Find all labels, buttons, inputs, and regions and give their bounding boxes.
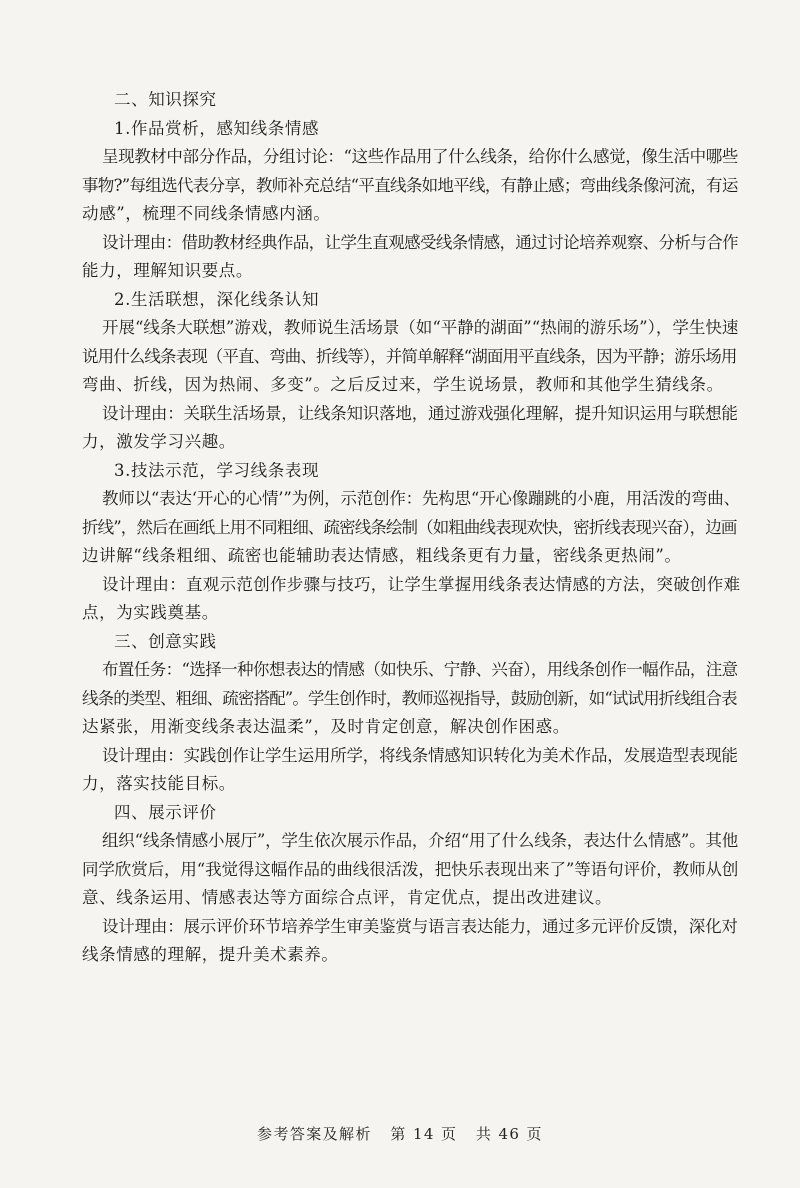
design-reason-line: 线条情感的理解，提升美术素养。 (82, 945, 339, 964)
paragraph-line: 弯曲、折线，因为热闹、多变”。之后反过来，学生说场景，教师和其他学生猜线条。 (82, 375, 724, 394)
paragraph-line: 达紧张，用渐变线条表达温柔”，及时肯定创意，解决创作困惑。 (82, 717, 570, 736)
paragraph-line: 呈现教材中部分作品，分组讨论：“这些作品用了什么线条，给你什么感觉，像生活中哪些 (102, 147, 738, 166)
paragraph-line: 组织“线条情感小展厅”，学生依次展示作品，介绍“用了什么线条，表达什么情感”。其他 (102, 831, 739, 850)
paragraph-line: 边讲解“线条粗细、疏密也能辅助表达情感，粗线条更有力量，密线条更热闹”。 (82, 546, 682, 565)
document-body (82, 86, 741, 970)
design-reason-line: 设计理由：展示评价环节培养学生审美鉴赏与语言表达能力，通过多元评价反馈，深化对 (102, 916, 738, 936)
design-reason-line: 设计理由：实践创作让学生运用所学，将线条情感知识转化为美术作品，发展造型表现能 (102, 745, 738, 765)
paragraph-line: 折线”，然后在画纸上用不同粗细、疏密线条绘制（如粗曲线表现欢快，密折线表现兴奋），边画 (82, 517, 737, 537)
paragraph-line: 说用什么线条表现（平直、弯曲、折线等），并简单解释“湖面用平直线条，因为平静；游乐场用 (82, 346, 737, 366)
design-reason-line: 设计理由：直观示范创作步骤与技巧，让学生掌握用线条表达情感的方法，突破创作难 (102, 574, 741, 594)
paragraph-line: 线条的类型、粗细、疏密搭配”。学生创作时，教师巡视指导，鼓励创新，如“试试用折线组合表 (82, 688, 737, 708)
paragraph-line: 同学欣赏后，用“我觉得这幅作品的曲线很活泼，把快乐表现出来了”等语句评价，教师从创 (82, 859, 739, 879)
subsection-heading: 2.生活联想，深化线条认知 (114, 289, 320, 309)
paragraph-line: 意、线条运用、情感表达等方面综合点评，肯定优点，提出改进建议。 (82, 888, 613, 907)
design-reason-line: 设计理由：借助教材经典作品，让学生直观感受线条情感，通过讨论培养观察、分析与合作 (102, 232, 739, 252)
section-heading: 二、知识探究 (114, 90, 217, 109)
footer-book-title: 参考答案及解析 (257, 1125, 372, 1143)
section-heading: 三、创意实践 (114, 631, 217, 651)
design-reason-line: 力，落实技能目标。 (82, 774, 236, 793)
paragraph-line: 动感”，梳理不同线条情感内涵。 (82, 204, 331, 223)
design-reason-line: 设计理由：关联生活场景，让线条知识落地，通过游戏强化理解，提升知识运用与联想能 (102, 403, 738, 423)
footer-total-pages: 共 46 页 (475, 1125, 543, 1143)
subsection-heading: 3.技法示范，学习线条表现 (114, 460, 320, 480)
design-reason-line: 能力，理解知识要点。 (82, 261, 253, 280)
footer-page-number: 第 14 页 (390, 1125, 458, 1143)
design-reason-line: 力，激发学习兴趣。 (82, 432, 236, 451)
paragraph-line: 教师以“表达‘开心的心情’”为例，示范创作：先构思“开心像蹦跳的小鹿，用活泼的弯曲、 (102, 489, 740, 508)
subsection-heading: 1.作品赏析，感知线条情感 (114, 118, 320, 138)
paragraph-line: 布置任务：“选择一种你想表达的情感（如快乐、宁静、兴奋），用线条创作一幅作品，注意 (102, 660, 738, 679)
page-footer (0, 1123, 800, 1144)
paragraph-line: 事物?”每组选代表分享，教师补充总结“平直线条如地平线，有静止感；弯曲线条像河流，有运 (82, 175, 738, 195)
design-reason-line: 点，为实践奠基。 (82, 603, 219, 622)
section-heading: 四、展示评价 (114, 802, 217, 822)
paragraph-line: 开展“线条大联想”游戏，教师说生活场景（如“平静的湖面”“热闹的游乐场”），学生快速 (102, 318, 739, 337)
